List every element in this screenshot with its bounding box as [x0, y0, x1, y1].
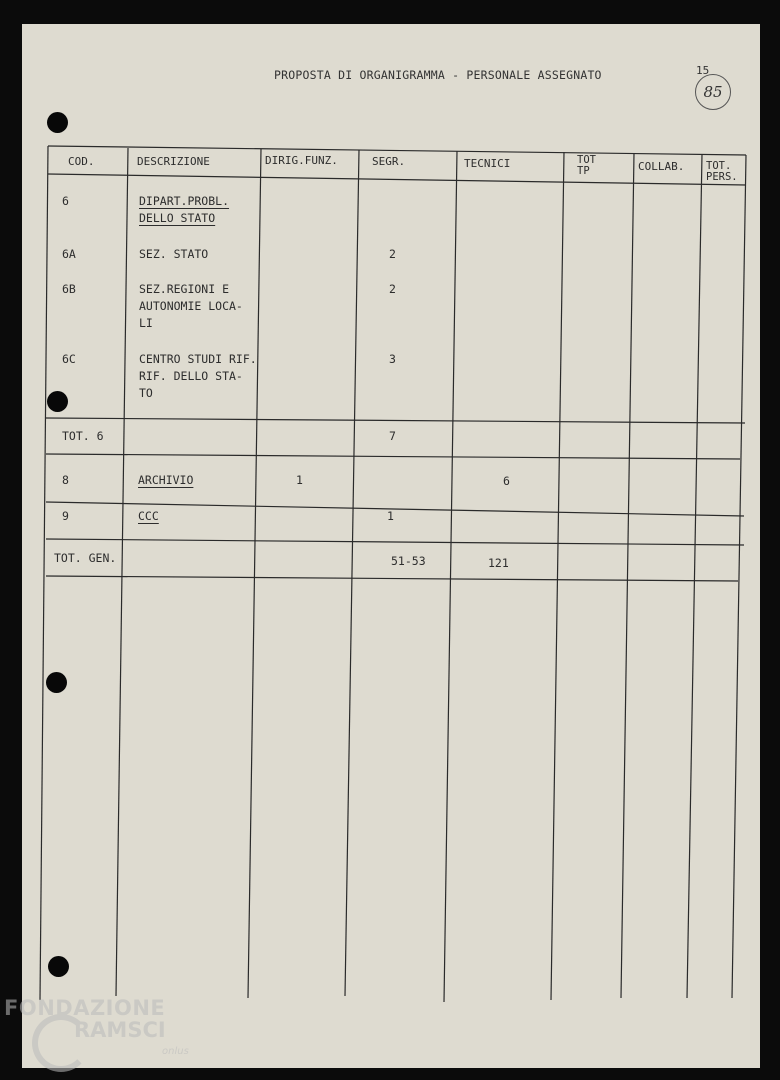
cell-grand-total-label: TOT. GEN. [54, 551, 117, 565]
col-header-tot-tp: TOT TP [577, 154, 596, 177]
column-rule [116, 148, 128, 996]
column-rule [732, 155, 746, 998]
column-rule [248, 149, 261, 998]
column-rule [444, 151, 457, 1002]
cell-cod: 6A [62, 247, 76, 261]
watermark-line2: RAMSCI [74, 1018, 166, 1042]
col-header-collab: COLLAB. [638, 160, 685, 173]
cell-descrizione: DIPART.PROBL. DELLO STATO [139, 194, 230, 225]
watermark-logo [4, 996, 189, 1057]
cell-cod: 9 [62, 509, 69, 523]
watermark-g-icon [32, 1014, 90, 1072]
cell-segr: 7 [389, 429, 396, 443]
watermark-line3: onlus [162, 1046, 189, 1057]
cell-segr: 3 [389, 352, 396, 366]
cell-segr: 51-53 [391, 554, 426, 568]
watermark-line1: FONDAZIONE [4, 996, 166, 1020]
row-rule [46, 454, 740, 459]
cell-segr: 1 [387, 509, 394, 523]
cell-cod: 6 [62, 194, 69, 208]
col-header-dirig-funz: DIRIG.FUNZ. [265, 154, 338, 167]
cell-segr: 2 [389, 282, 396, 296]
folio-stamp: 85 [695, 74, 731, 110]
row-rule [46, 418, 745, 423]
cell-cod: 6B [62, 282, 76, 296]
document-title: PROPOSTA DI ORGANIGRAMMA - PERSONALE ASSEGNATO [274, 68, 602, 82]
cell-cod: 8 [62, 473, 69, 487]
cell-tecnici: 6 [503, 474, 510, 488]
row-rule [46, 539, 744, 545]
col-header-descrizione: DESCRIZIONE [137, 155, 210, 168]
cell-descrizione: ARCHIVIO [138, 473, 194, 487]
cell-cod: 6C [62, 352, 76, 366]
cell-descrizione: SEZ.REGIONI E AUTONOMIE LOCA- LI [139, 282, 243, 330]
cell-descrizione: CENTRO STUDI RIF. RIF. DELLO STA- TO [139, 352, 257, 400]
col-header-tecnici: TECNICI [464, 157, 511, 170]
page-number: 15 [696, 64, 710, 77]
column-rule [551, 152, 564, 1000]
row-rule [46, 576, 738, 581]
column-rule [687, 154, 702, 998]
col-header-tot-pers: TOT. PERS. [706, 160, 738, 183]
cell-descrizione: SEZ. STATO [139, 247, 209, 261]
column-rule [621, 153, 634, 998]
cell-total-label: TOT. 6 [62, 429, 104, 443]
col-header-cod: COD. [68, 155, 95, 168]
cell-descrizione: CCC [138, 509, 159, 523]
header-bottom-rule [48, 174, 746, 185]
cell-segr: 2 [389, 247, 396, 261]
column-rule [345, 150, 359, 996]
column-rule [40, 146, 48, 1000]
cell-tecnici: 121 [488, 556, 509, 570]
col-header-segr: SEGR. [372, 155, 406, 168]
cell-dirig-funz: 1 [296, 473, 303, 487]
